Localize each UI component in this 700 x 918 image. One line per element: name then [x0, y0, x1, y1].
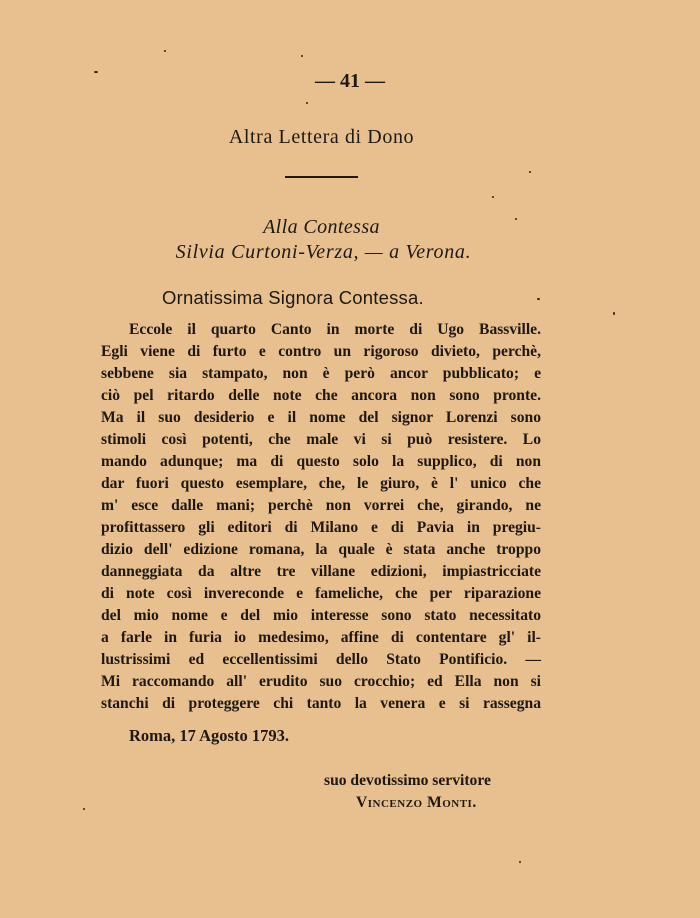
body-line: dar fuori questo esemplare, che, le giuro, è l' unico che	[101, 475, 541, 492]
letter-date: Roma, 17 Agosto 1793.	[129, 726, 289, 745]
body-line: stimoli così potenti, che male vi si può resistere. Lo	[101, 431, 541, 448]
paper-speck	[537, 298, 540, 300]
paper-speck	[94, 71, 98, 73]
paper-speck	[164, 50, 166, 52]
address-line-1: Alla Contessa	[263, 216, 380, 238]
paper-speck	[301, 55, 303, 57]
paper-speck	[492, 196, 494, 198]
paper-speck	[306, 102, 308, 104]
body-line: di note così invereconde e fameliche, che per riparazione	[101, 585, 541, 602]
body-line: Eccole il quarto Canto in morte di Ugo Bassville.	[129, 321, 541, 338]
body-line: dizio dell' edizione romana, la quale è stata anche troppo	[101, 541, 541, 558]
page-number: — 41 —	[315, 70, 385, 92]
heading-rule	[285, 176, 358, 178]
paper-speck	[529, 171, 531, 173]
body-line: lustrissimi ed eccellentissimi dello Stato Pontificio. —	[101, 651, 541, 668]
body-line: Egli viene di furto e contro un rigoroso divieto, perchè,	[101, 343, 541, 360]
letter-body	[101, 319, 541, 715]
body-line: ciò pel ritardo delle note che ancora non sono pronte.	[101, 387, 541, 404]
address-line-2: Silvia Curtoni-Verza, — a Verona.	[175, 241, 472, 263]
letter-heading: Altra Lettera di Dono	[228, 126, 415, 148]
body-line: stanchi di proteggere chi tanto la venera e si rassegna	[101, 695, 541, 712]
paper-speck	[83, 808, 85, 810]
body-line: Mi raccomando all' erudito suo crocchio; ed Ella non si	[101, 673, 541, 690]
body-line: profittassero gli editori di Milano e di Pavia in pregiu-	[101, 519, 541, 536]
paper-speck	[519, 861, 521, 863]
closing-formula: suo devotissimo servitore	[324, 772, 491, 789]
body-line: del mio nome e del mio interesse sono stato necessitato	[101, 607, 541, 624]
body-line: mando adunque; ma di questo solo la supplico, di non	[101, 453, 541, 470]
body-line: sebbene sia stampato, non è però ancor pubblicato; e	[101, 365, 541, 382]
signature: Vincenzo Monti.	[356, 794, 477, 811]
paper-speck	[515, 218, 517, 220]
body-line: m' esce dalle mani; perchè non vorrei che, girando, ne	[101, 497, 541, 514]
body-line: danneggiata da altre tre villane edizioni, impiastricciate	[101, 563, 541, 580]
body-line: Ma il suo desiderio e il nome del signor Lorenzi sono	[101, 409, 541, 426]
body-line: a farle in furia io medesimo, affine di contentare gl' il-	[101, 629, 541, 646]
paper-speck	[613, 312, 615, 315]
salutation: Ornatissima Signora Contessa.	[162, 287, 424, 308]
